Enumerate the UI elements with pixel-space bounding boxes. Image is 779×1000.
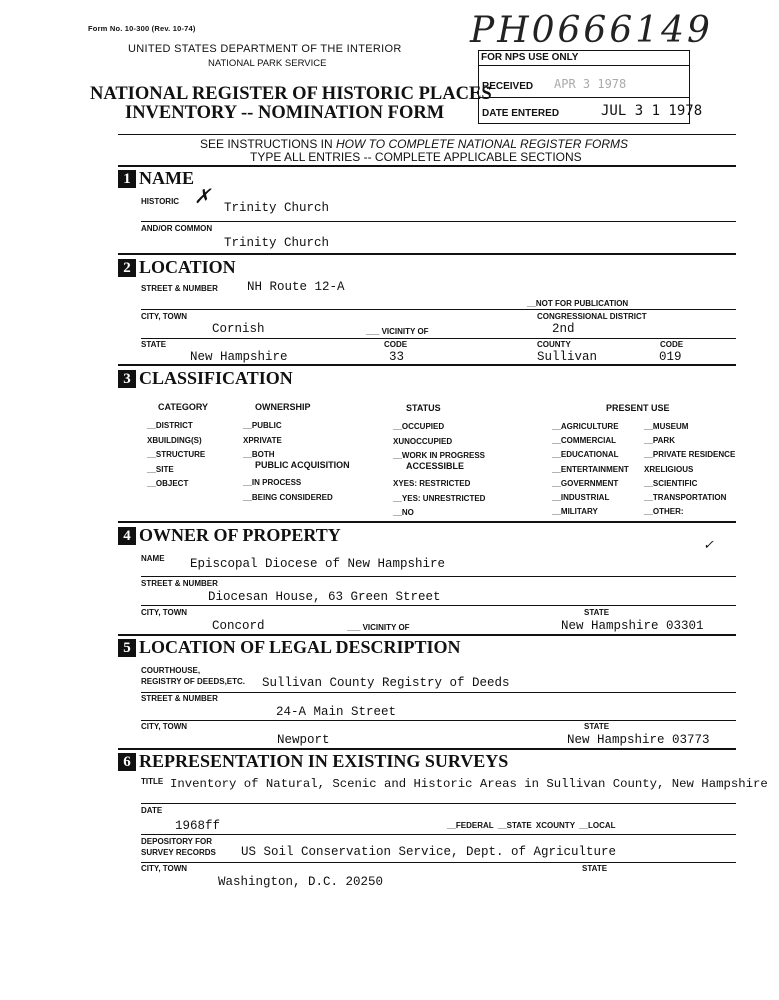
location-street-value: NH Route 12-A xyxy=(247,280,345,294)
use-scientific: __SCIENTIFIC xyxy=(644,478,698,488)
accessible-no: __NO xyxy=(393,508,414,517)
use-industrial: __INDUSTRIAL xyxy=(552,493,610,503)
accessible-yes-unrestricted: __YES: UNRESTRICTED xyxy=(393,493,486,503)
acquisition-list xyxy=(243,476,333,505)
section-5-header: 5 LOCATION OF LEGAL DESCRIPTION xyxy=(118,637,461,658)
legal-state-label: STATE xyxy=(584,722,610,731)
present-use-heading: PRESENT USE xyxy=(606,403,670,413)
accessible-yes-restricted: XYES: RESTRICTED xyxy=(393,479,471,488)
owner-city-value: Concord xyxy=(212,619,265,633)
owner-street-value: Diocesan House, 63 Green Street xyxy=(208,590,441,604)
category-object: __OBJECT xyxy=(147,479,189,488)
nps-use-box xyxy=(478,50,703,124)
form-title-line2: INVENTORY -- NOMINATION FORM xyxy=(125,103,445,123)
courthouse-value: Sullivan County Registry of Deeds xyxy=(262,676,510,690)
section-6-header: 6 REPRESENTATION IN EXISTING SURVEYS xyxy=(118,751,508,772)
category-building: XBUILDING(S) xyxy=(147,435,202,445)
state-code-value: 33 xyxy=(389,350,405,364)
section-3-header: 3 CLASSIFICATION xyxy=(118,368,293,389)
status-list xyxy=(393,420,485,464)
use-entertainment: __ENTERTAINMENT xyxy=(552,464,629,474)
historic-label: HISTORIC xyxy=(141,197,180,206)
common-name-label: AND/OR COMMON xyxy=(141,224,213,233)
use-government: __GOVERNMENT xyxy=(552,478,619,488)
depository-city-value: Washington, D.C. 20250 xyxy=(218,875,384,889)
use-agriculture: __AGRICULTURE xyxy=(552,422,619,431)
instructions-line-1: SEE INSTRUCTIONS IN HOW TO COMPLETE NATIONAL REGISTER FORMS xyxy=(200,137,629,151)
date-entered-stamp: JUL 3 1 1978 xyxy=(601,103,703,119)
owner-street-label: STREET & NUMBER xyxy=(141,579,218,588)
legal-street-label: STREET & NUMBER xyxy=(141,694,218,703)
department-name: UNITED STATES DEPARTMENT OF THE INTERIOR xyxy=(128,43,402,55)
nps-box-title: FOR NPS USE ONLY xyxy=(481,52,579,63)
section-2-header: 2 LOCATION xyxy=(118,257,236,278)
form-title-line1: NATIONAL REGISTER OF HISTORIC PLACES xyxy=(90,84,492,104)
use-other: __OTHER: xyxy=(644,507,684,517)
section-4-header: 4 OWNER OF PROPERTY xyxy=(118,525,341,546)
county-label: COUNTY xyxy=(537,340,571,349)
county-code-label: CODE xyxy=(660,340,684,349)
present-use-list-1 xyxy=(552,420,629,519)
location-city-label: CITY, TOWN xyxy=(141,312,188,321)
owner-name-value: Episcopal Diocese of New Hampshire xyxy=(190,557,446,571)
category-heading: CATEGORY xyxy=(158,402,209,412)
historic-name-value: Trinity Church xyxy=(224,201,330,215)
depository-value: US Soil Conservation Service, Dept. of Agriculture xyxy=(241,845,617,859)
location-city-value: Cornish xyxy=(212,322,265,336)
survey-date-value: 1968ff xyxy=(175,819,221,833)
use-commercial: __COMMERCIAL xyxy=(552,436,617,446)
common-name-value: Trinity Church xyxy=(224,236,330,250)
legal-city-value: Newport xyxy=(277,733,330,747)
accessible-list xyxy=(393,477,485,521)
state-code-label: CODE xyxy=(384,340,408,349)
owner-vicinity: ___ VICINITY OF xyxy=(347,623,410,632)
category-site: __SITE xyxy=(147,464,174,474)
congressional-district-value: 2nd xyxy=(552,322,575,336)
status-heading: STATUS xyxy=(406,403,441,413)
ownership-public: __PUBLIC xyxy=(243,421,282,430)
location-state-label: STATE xyxy=(141,340,167,349)
service-name: NATIONAL PARK SERVICE xyxy=(208,58,327,69)
legal-state-value: New Hampshire 03773 xyxy=(567,733,710,747)
depository-label: DEPOSITORY FOR SURVEY RECORDS xyxy=(141,837,216,857)
legal-city-label: CITY, TOWN xyxy=(141,722,188,731)
use-transportation: __TRANSPORTATION xyxy=(644,493,727,503)
congressional-district-label: CONGRESSIONAL DISTRICT xyxy=(537,312,647,321)
instructions-line-2: TYPE ALL ENTRIES -- COMPLETE APPLICABLE SECTIONS xyxy=(250,150,582,164)
acquisition-being-considered: __BEING CONSIDERED xyxy=(243,492,333,502)
form-number: Form No. 10-300 (Rev. 10-74) xyxy=(88,24,196,33)
legal-street-value: 24-A Main Street xyxy=(276,705,397,719)
survey-title-label: TITLE xyxy=(141,777,164,786)
survey-level-options: __FEDERAL __STATE XCOUNTY __LOCAL xyxy=(447,821,616,830)
county-code-value: 019 xyxy=(659,350,682,364)
survey-title-value: Inventory of Natural, Scenic and Historic Areas in Sullivan County, New Hampshire xyxy=(170,777,768,791)
use-private-residence: __PRIVATE RESIDENCE xyxy=(644,450,736,460)
survey-date-label: DATE xyxy=(141,806,163,815)
ownership-both: __BOTH xyxy=(243,450,275,459)
courthouse-label: COURTHOUSE, REGISTRY OF DEEDS,ETC. xyxy=(141,666,246,686)
received-stamp: APR 3 1978 xyxy=(554,77,627,91)
depository-city-label: CITY, TOWN xyxy=(141,864,188,873)
use-educational: __EDUCATIONAL xyxy=(552,450,619,460)
public-acquisition-heading: PUBLIC ACQUISITION xyxy=(255,460,350,470)
ownership-heading: OWNERSHIP xyxy=(255,402,311,412)
county-value: Sullivan xyxy=(537,350,598,364)
owner-name-label: NAME xyxy=(141,554,165,563)
location-street-label: STREET & NUMBER xyxy=(141,284,218,293)
ownership-list xyxy=(243,419,282,463)
status-unoccupied: XUNOCCUPIED xyxy=(393,436,453,446)
category-structure: __STRUCTURE xyxy=(147,450,206,459)
category-list xyxy=(147,419,205,492)
use-military: __MILITARY xyxy=(552,507,598,517)
owner-state-value: New Hampshire 03301 xyxy=(561,619,704,633)
handwritten-checkmark: ✓ xyxy=(703,538,714,553)
handwritten-reference-id: PH0666149 xyxy=(470,10,713,51)
ownership-private: XPRIVATE xyxy=(243,435,282,445)
depository-state-label: STATE xyxy=(582,864,608,873)
use-park: __PARK xyxy=(644,436,675,446)
location-state-value: New Hampshire xyxy=(190,350,288,364)
category-district: __DISTRICT xyxy=(147,421,193,430)
owner-city-label: CITY, TOWN xyxy=(141,608,188,617)
location-vicinity: ___ VICINITY OF xyxy=(366,327,429,336)
acquisition-in-process: __IN PROCESS xyxy=(243,478,302,487)
status-occupied: __OCCUPIED xyxy=(393,422,445,431)
use-museum: __MUSEUM xyxy=(644,422,689,431)
owner-state-label: STATE xyxy=(584,608,610,617)
handwritten-x-mark: ✗ xyxy=(194,184,211,208)
not-for-publication: __NOT FOR PUBLICATION xyxy=(527,299,629,308)
received-label: RECEIVED xyxy=(482,81,534,92)
date-entered-label: DATE ENTERED xyxy=(482,108,560,119)
status-work-in-progress: __WORK IN PROGRESS xyxy=(393,451,486,460)
use-religious: XRELIGIOUS xyxy=(644,464,694,474)
present-use-list-2 xyxy=(644,420,735,519)
accessible-heading: ACCESSIBLE xyxy=(406,461,465,471)
section-1-header: 1 NAME xyxy=(118,168,194,189)
